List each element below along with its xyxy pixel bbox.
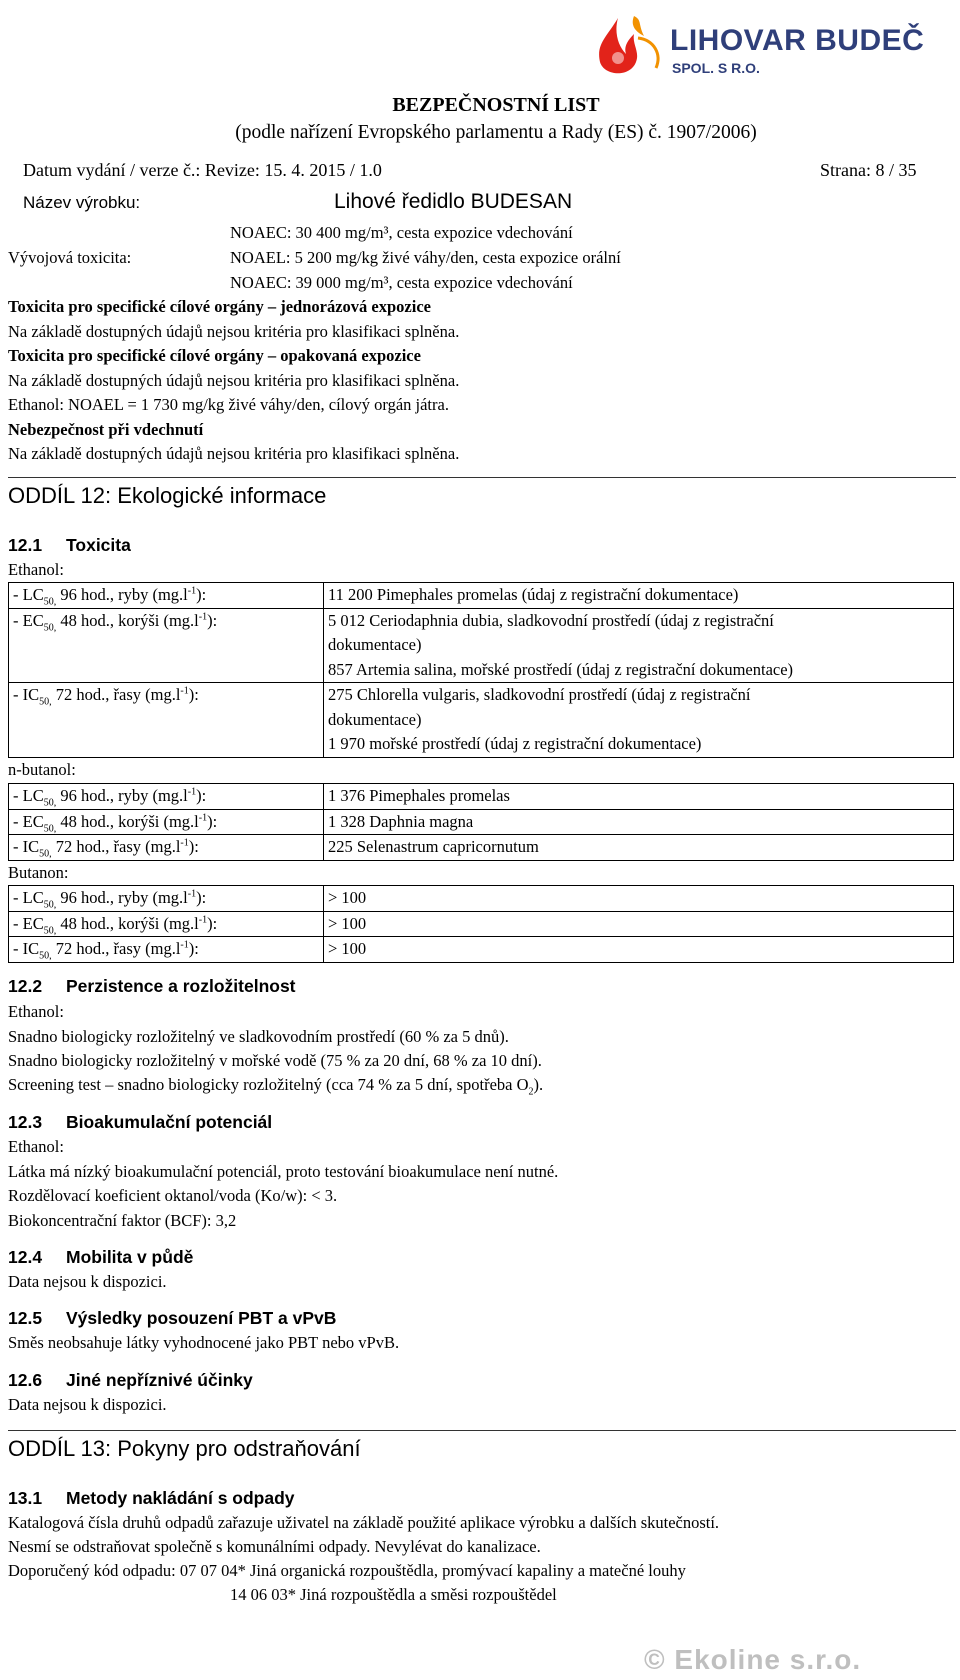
- product-label: Název výrobku:: [23, 193, 141, 212]
- company-logo: [578, 10, 958, 80]
- criteria-text-3: Na základě dostupných údajů nejsou kritéria pro klasifikaci splněna.: [8, 444, 460, 463]
- table-row: [9, 784, 954, 810]
- subsection-12-6: [8, 1370, 253, 1391]
- subsection-title: Metody nakládání s odpady: [66, 1488, 295, 1508]
- endpoint-ec50: - $EC_{50,}$ 48 hod., korýši $(mg.l^{-1})$:: [9, 608, 324, 683]
- endpoint-ic50: - $IC_{50,}$ 72 hod., řasy $(mg.l^{-1})$:: [9, 937, 324, 963]
- logo-subtitle: SPOL. S R.O.: [672, 60, 760, 76]
- bioaccumulation-line-3: Biokoncentrační faktor (BCF): 3,2: [8, 1211, 237, 1230]
- table-row: [9, 683, 954, 758]
- table-cell: 1 328 Daphnia magna: [324, 809, 954, 835]
- subsection-number: 12.5: [8, 1308, 43, 1328]
- table-cell: > 100: [324, 937, 954, 963]
- subsection-number: 12.6: [8, 1370, 43, 1390]
- table-row: [9, 583, 954, 609]
- product-name: Lihové ředidlo BUDESAN: [334, 190, 573, 213]
- noaec-line-2: NOAEC: 39 000 mg/m³, cesta expozice vdechování: [230, 273, 573, 292]
- table-cell: 225 Selenastrum capricornutum: [324, 835, 954, 861]
- subsection-number: 12.2: [8, 976, 43, 996]
- persistence-ethanol-label: Ethanol:: [8, 1002, 64, 1021]
- butanol-toxicity-table: [8, 783, 954, 861]
- ethanol-toxicity-table: [8, 582, 954, 758]
- subsection-12-5: [8, 1308, 336, 1329]
- butanon-label: Butanon:: [8, 863, 69, 882]
- ethanol-label: Ethanol:: [8, 560, 64, 579]
- subsection-title: Perzistence a rozložitelnost: [66, 976, 296, 996]
- waste-line-4: 14 06 03* Jiná rozpouštědla a směsi rozpouštědel: [230, 1585, 557, 1604]
- stot-repeated-heading: Toxicita pro specifické cílové orgány – opakovaná expozice: [8, 346, 421, 365]
- subsection-13-1: [8, 1488, 295, 1509]
- bioaccumulation-line-1: Látka má nízký bioakumulační potenciál, proto testování bioakumulace není nutné.: [8, 1162, 559, 1181]
- table-row: [9, 608, 954, 683]
- endpoint-ic50: - $IC_{50,}$ 72 hod., řasy $(mg.l^{-1})$:: [9, 683, 324, 758]
- section-13-title: ODDÍL 13: Pokyny pro odstraňování: [8, 1436, 361, 1461]
- waste-line-3: Doporučený kód odpadu: 07 07 04* Jiná organická rozpouštědla, promývací kapaliny a matečné louhy: [8, 1561, 686, 1580]
- table-cell: 11 200 Pimephales promelas (údaj z registrační dokumentace): [324, 583, 954, 609]
- persistence-line-3: Screening test – snadno biologicky rozložitelný (cca 74 % za 5 dní, spotřeba $O_2$).: [8, 1075, 544, 1098]
- table-row: [9, 809, 954, 835]
- other-effects-text: Data nejsou k dispozici.: [8, 1395, 167, 1414]
- subsection-title: Mobilita v půdě: [66, 1247, 194, 1267]
- stot-single-heading: Toxicita pro specifické cílové orgány – jednorázová expozice: [8, 297, 431, 316]
- subsection-number: 13.1: [8, 1488, 43, 1508]
- flame-icon: [578, 10, 668, 80]
- table-cell: 5 012 Ceriodaphnia dubia, sladkovodní prostředí (údaj z registrační dokumentace) 857 Artemia salina, mořské prostředí (údaj z registrační dokumentace): [324, 608, 954, 683]
- subsection-12-1: [8, 535, 131, 556]
- table-cell: > 100: [324, 886, 954, 912]
- persistence-line-1: Snadno biologicky rozložitelný ve sladkovodním prostředí (60 % za 5 dnů).: [8, 1027, 509, 1046]
- doc-title: BEZPEČNOSTNÍ LIST: [392, 94, 600, 116]
- pbt-text: Směs neobsahuje látky vyhodnocené jako PBT nebo vPvB.: [8, 1333, 400, 1352]
- criteria-text-2: Na základě dostupných údajů nejsou kritéria pro klasifikaci splněna.: [8, 371, 460, 390]
- subsection-title: Toxicita: [66, 535, 131, 555]
- bioaccumulation-line-2: Rozdělovací koeficient oktanol/voda (Ko/w): < 3.: [8, 1186, 338, 1205]
- ethanol-noael: Ethanol: NOAEL = 1 730 mg/kg živé váhy/den, cílový orgán játra.: [8, 395, 449, 414]
- noael-line: NOAEL: 5 200 mg/kg živé váhy/den, cesta expozice orální: [230, 248, 621, 267]
- endpoint-lc50: - $LC_{50,}$ 96 hod., ryby $(mg.l^{-1})$:: [9, 784, 324, 810]
- subsection-12-2: [8, 976, 296, 997]
- table-cell: > 100: [324, 911, 954, 937]
- mobility-text: Data nejsou k dispozici.: [8, 1272, 167, 1291]
- persistence-line-2: Snadno biologicky rozložitelný v mořské vodě (75 % za 20 dní, 68 % za 10 dní).: [8, 1051, 542, 1070]
- table-cell: 1 376 Pimephales promelas: [324, 784, 954, 810]
- table-cell: 275 Chlorella vulgaris, sladkovodní prostředí (údaj z registrační dokumentace) 1 970 mořské prostředí (údaj z registrační dokumentace): [324, 683, 954, 758]
- noaec-line-1: NOAEC: 30 400 mg/m³, cesta expozice vdechování: [230, 223, 573, 242]
- endpoint-ec50: - $EC_{50,}$ 48 hod., korýši $(mg.l^{-1})$:: [9, 911, 324, 937]
- waste-line-2: Nesmí se odstraňovat společně s komunálními odpady. Nevylévat do kanalizace.: [8, 1537, 541, 1556]
- endpoint-ec50: - $EC_{50,}$ 48 hod., korýši $(mg.l^{-1})$:: [9, 809, 324, 835]
- n-butanol-label: n-butanol:: [8, 760, 76, 779]
- endpoint-lc50: - $LC_{50,}$ 96 hod., ryby $(mg.l^{-1})$:: [9, 583, 324, 609]
- subsection-12-4: [8, 1247, 193, 1268]
- subsection-number: 12.4: [8, 1247, 43, 1267]
- aspiration-heading: Nebezpečnost při vdechnutí: [8, 420, 204, 439]
- developmental-toxicity-label: Vývojová toxicita:: [8, 248, 132, 267]
- criteria-text-1: Na základě dostupných údajů nejsou kritéria pro klasifikaci splněna.: [8, 322, 460, 341]
- section-divider: [8, 477, 956, 478]
- endpoint-lc50: - $LC_{50,}$ 96 hod., ryby $(mg.l^{-1})$:: [9, 886, 324, 912]
- butanon-toxicity-table: [8, 885, 954, 963]
- bioaccumulation-ethanol-label: Ethanol:: [8, 1137, 64, 1156]
- logo-name: LIHOVAR BUDEČ: [670, 24, 925, 57]
- endpoint-ic50: - $IC_{50,}$ 72 hod., řasy $(mg.l^{-1})$:: [9, 835, 324, 861]
- page-number: Strana: 8 / 35: [820, 160, 917, 180]
- subsection-title: Jiné nepříznivé účinky: [66, 1370, 253, 1390]
- table-row: [9, 886, 954, 912]
- subsection-title: Výsledky posouzení PBT a vPvB: [66, 1308, 337, 1328]
- issue-date: Datum vydání / verze č.: Revize: 15. 4. 2015 / 1.0: [23, 160, 382, 180]
- subsection-12-3: [8, 1112, 272, 1133]
- copyright-watermark: © Ekoline s.r.o.: [644, 1644, 862, 1675]
- subsection-number: 12.1: [8, 535, 43, 555]
- table-row: [9, 937, 954, 963]
- section-12-title: ODDÍL 12: Ekologické informace: [8, 483, 327, 508]
- section-divider: [8, 1430, 956, 1431]
- table-row: [9, 911, 954, 937]
- doc-subtitle: (podle nařízení Evropského parlamentu a Rady (ES) č. 1907/2006): [235, 122, 757, 143]
- waste-line-1: Katalogová čísla druhů odpadů zařazuje uživatel na základě použité aplikace výrobku a dalších skutečností.: [8, 1513, 720, 1532]
- table-row: [9, 835, 954, 861]
- subsection-title: Bioakumulační potenciál: [66, 1112, 273, 1132]
- subsection-number: 12.3: [8, 1112, 43, 1132]
